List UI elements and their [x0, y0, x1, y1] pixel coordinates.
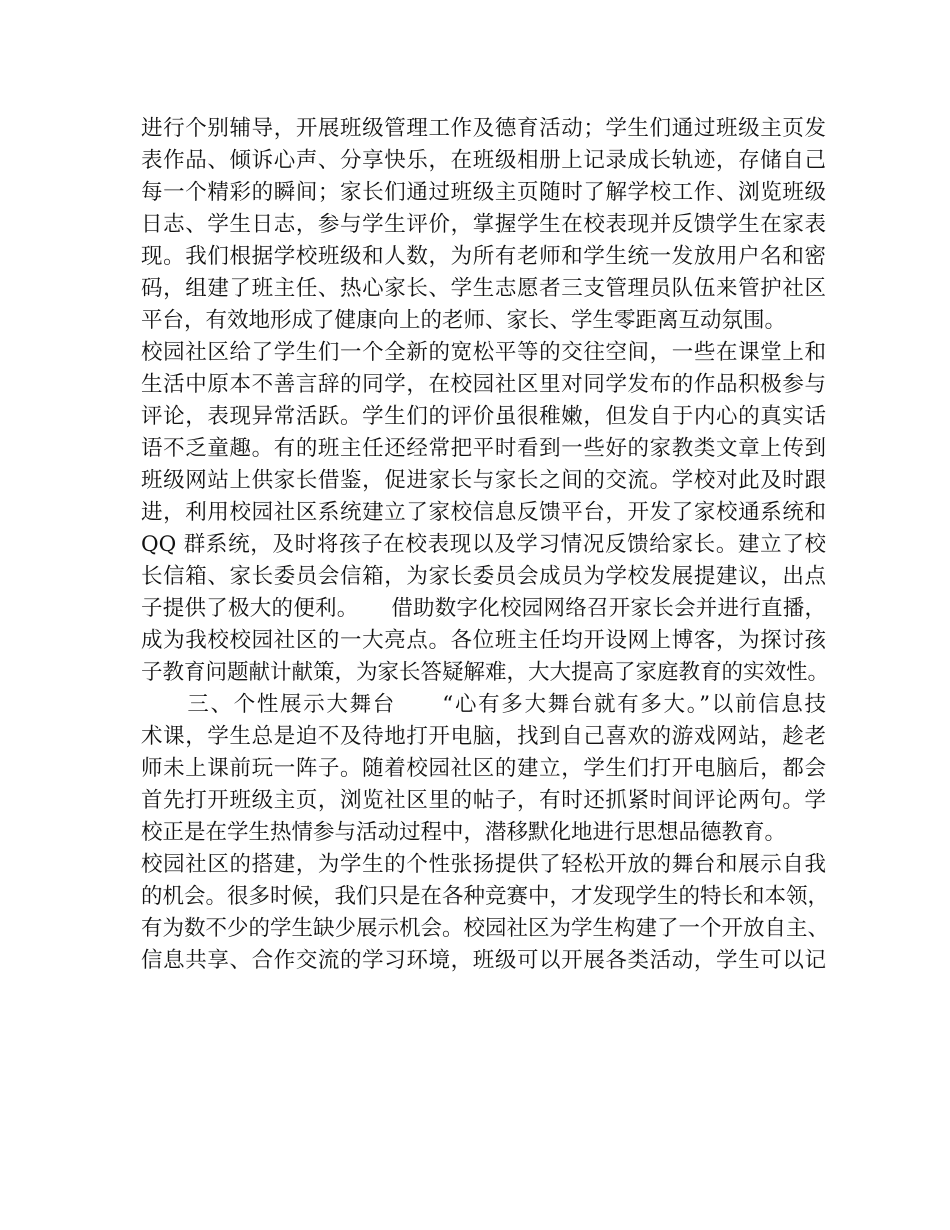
text-line: QQ 群系统，及时将孩子在校表现以及学习情况反馈给家长。建立了校: [141, 532, 826, 557]
body-text: [141, 113, 830, 977]
text-line: 语不乏童趣。有的班主任还经常把平时看到一些好的家教类文章上传到: [141, 436, 826, 461]
text-line: 班级网站上供家长借鉴，促进家长与家长之间的交流。学校对此及时跟: [141, 468, 826, 493]
text-line: 的机会。很多时候，我们只是在各种竞赛中，才发现学生的特长和本领，: [141, 884, 830, 909]
text-line: 每一个精彩的瞬间；家长们通过班级主页随时了解学校工作、浏览班级: [141, 180, 826, 205]
text-line: 子提供了极大的便利。 借助数字化校园网络召开家长会并进行直播，: [141, 596, 826, 621]
text-line: 师未上课前玩一阵子。随着校园社区的建立，学生们打开电脑后，都会: [141, 756, 826, 781]
text-line: 现。我们根据学校班级和人数，为所有老师和学生统一发放用户名和密: [141, 244, 826, 269]
text-line: 术课，学生总是迫不及待地打开电脑，找到自己喜欢的游戏网站，趁老: [141, 724, 826, 749]
text-line: 长信箱、家长委员会信箱，为家长委员会成员为学校发展提建议，出点: [141, 564, 826, 589]
text-line: 校园社区的搭建，为学生的个性张扬提供了轻松开放的舞台和展示自我: [141, 852, 826, 877]
text-line: 平台，有效地形成了健康向上的老师、家长、学生零距离互动氛围。: [141, 308, 787, 333]
text-line: 码，组建了班主任、热心家长、学生志愿者三支管理员队伍来管护社区: [141, 276, 826, 301]
text-line: 进，利用校园社区系统建立了家校信息反馈平台，开发了家校通系统和: [141, 500, 826, 525]
text-line: 校正是在学生热情参与活动过程中，潜移默化地进行思想品德教育。: [141, 820, 787, 845]
text-line: 有为数不少的学生缺少展示机会。校园社区为学生构建了一个开放自主、: [141, 916, 830, 941]
text-line: 三、个性展示大舞台 “心有多大舞台就有多大。”以前信息技: [141, 692, 826, 717]
text-line: 子教育问题献计献策，为家长答疑解难，大大提高了家庭教育的实效性。: [141, 660, 830, 685]
text-line: 校园社区给了学生们一个全新的宽松平等的交往空间，一些在课堂上和: [141, 340, 826, 365]
text-line: 信息共享、合作交流的学习环境，班级可以开展各类活动，学生可以记: [141, 948, 826, 973]
text-line: 成为我校校园社区的一大亮点。各位班主任均开设网上博客，为探讨孩: [141, 628, 826, 653]
text-line: 表作品、倾诉心声、分享快乐，在班级相册上记录成长轨迹，存储自己: [141, 148, 826, 173]
text-line: 首先打开班级主页，浏览社区里的帖子，有时还抓紧时间评论两句。学: [141, 788, 826, 813]
text-line: 进行个别辅导，开展班级管理工作及德育活动；学生们通过班级主页发: [141, 116, 826, 141]
text-line: 日志、学生日志，参与学生评价，掌握学生在校表现并反馈学生在家表: [141, 212, 826, 237]
text-line: 评论，表现异常活跃。学生们的评价虽很稚嫩，但发自于内心的真实话: [141, 404, 826, 429]
text-line: 生活中原本不善言辞的同学，在校园社区里对同学发布的作品积极参与: [141, 372, 826, 397]
